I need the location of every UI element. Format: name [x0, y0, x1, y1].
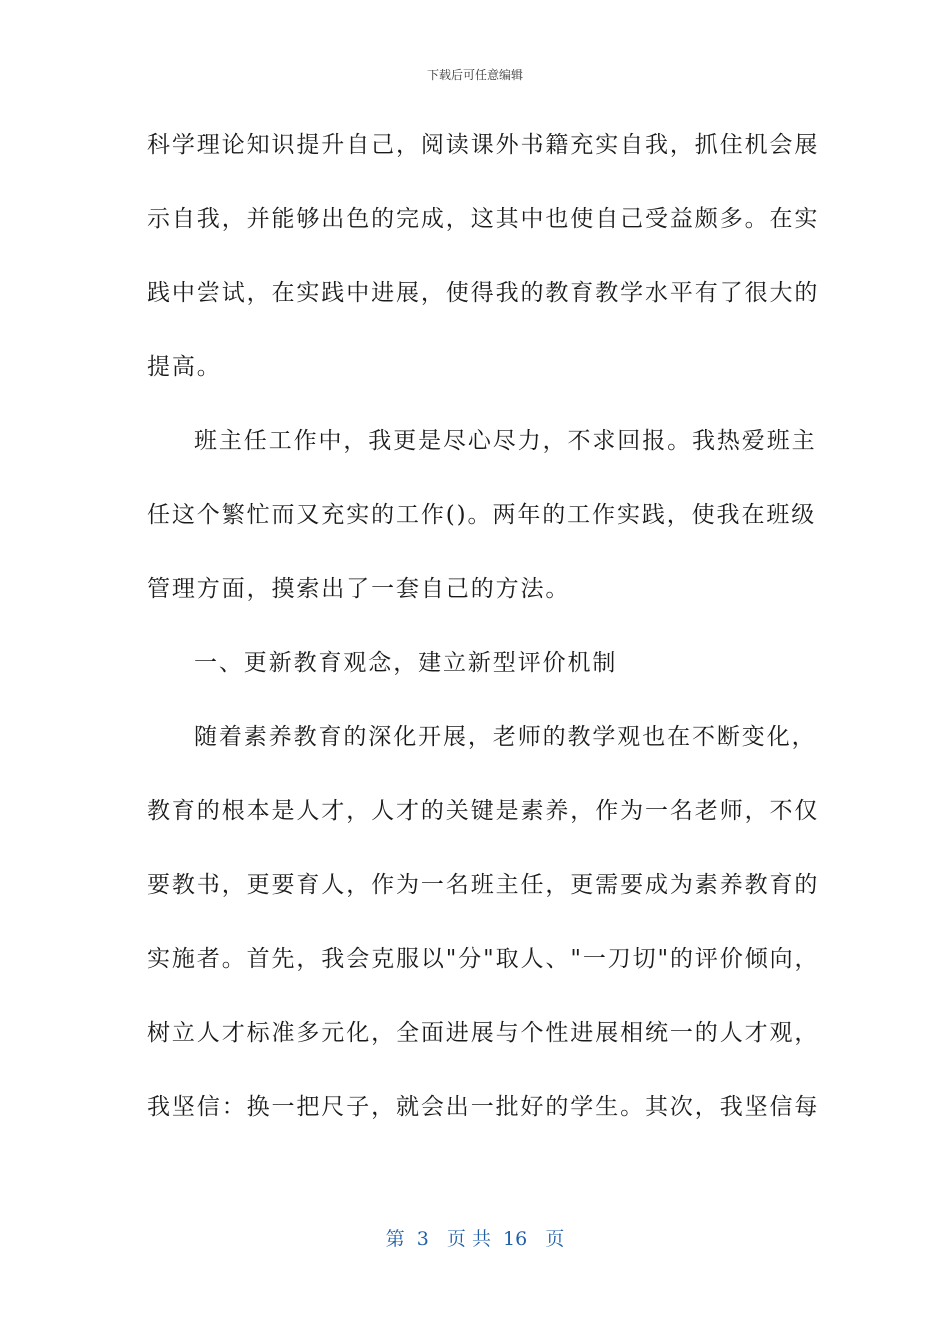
paragraph-line: 实施者。首先，我会克服以"分"取人、"一刀切"的评价倾向，: [147, 946, 820, 972]
paragraph-line: 我坚信：换一把尺子，就会出一批好的学生。其次，我坚信每: [147, 1094, 820, 1120]
paragraph-line: 班主任工作中，我更是尽心尽力，不求回报。我热爱班主: [194, 428, 817, 454]
paragraph-line: 要教书，更要育人，作为一名班主任，更需要成为素养教育的: [147, 872, 820, 898]
section-heading: 一、更新教育观念，建立新型评价机制: [194, 650, 618, 676]
page-header: 下载后可任意编辑: [426, 68, 523, 82]
paragraph-line: 教育的根本是人才，人才的关键是素养，作为一名老师，不仅: [147, 798, 820, 824]
document-body: [147, 121, 820, 1157]
paragraph-line: 随着素养教育的深化开展，老师的教学观也在不断变化，: [194, 724, 817, 750]
paragraph-line: 践中尝试，在实践中进展，使得我的教育教学水平有了很大的: [147, 280, 820, 306]
paragraph-line: 管理方面，摸索出了一套自己的方法。: [147, 576, 571, 602]
paragraph-line: 示自我，并能够出色的完成，这其中也使自己受益颇多。在实: [147, 206, 820, 232]
paragraph-line: 任这个繁忙而又充实的工作()。两年的工作实践，使我在班级: [147, 502, 817, 528]
paragraph-line: 科学理论知识提升自己，阅读课外书籍充实自我，抓住机会展: [147, 132, 820, 158]
paragraph-line: 树立人才标准多元化，全面进展与个性进展相统一的人才观，: [147, 1020, 820, 1046]
paragraph-line: 提高。: [147, 354, 222, 380]
page-number-footer: 第 3 页 共 16 页: [385, 1228, 565, 1250]
